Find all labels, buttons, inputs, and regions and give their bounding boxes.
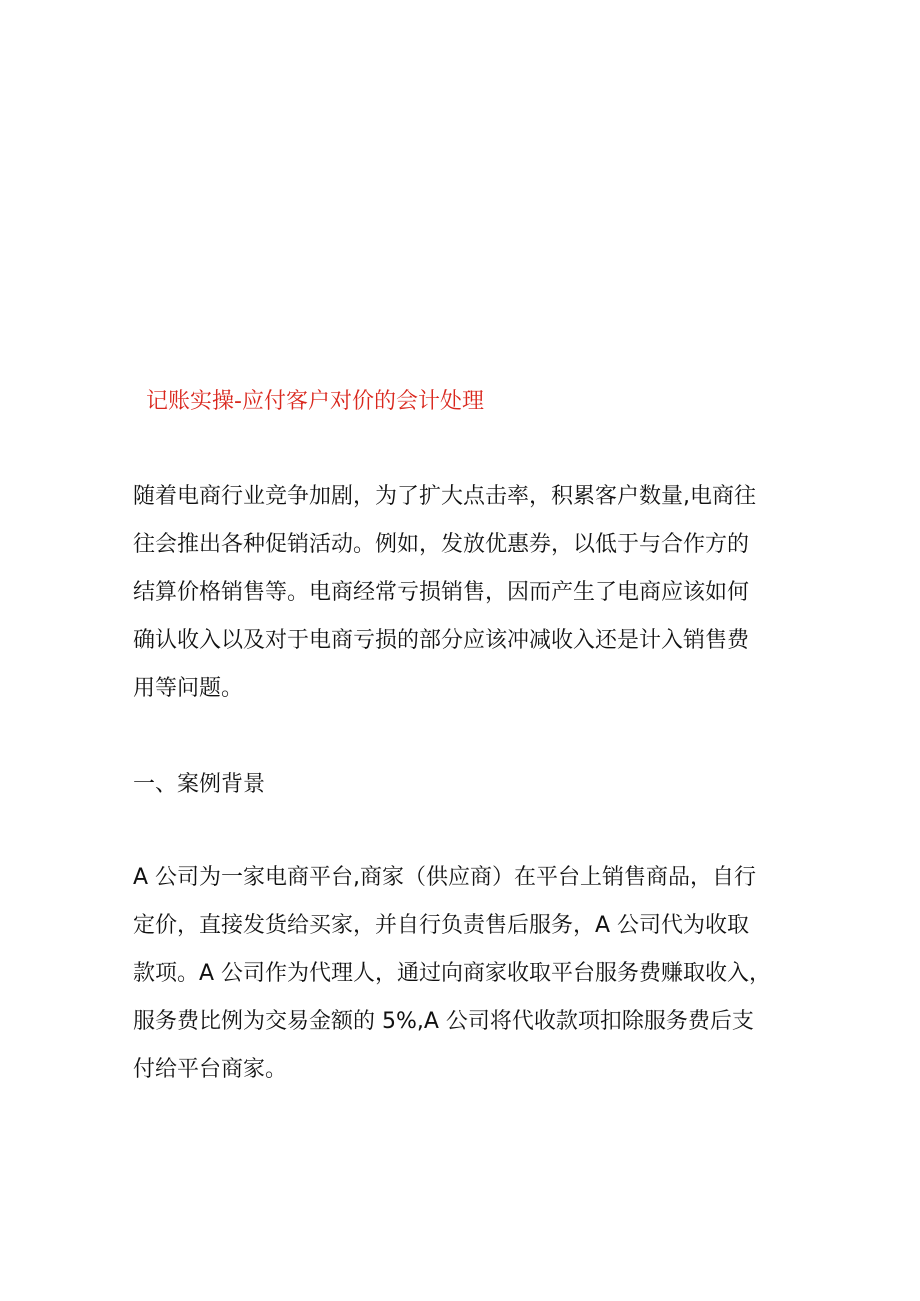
intro-line: 随着电商行业竞争加剧，为了扩大点击率，积累客户数量,电商往 (133, 484, 756, 509)
intro-paragraph (133, 473, 813, 713)
case-line: 定价，直接发货给买家，并自行负责售后服务，A 公司代为收取 (133, 913, 750, 938)
intro-line: 往会推出各种促销活动。例如，发放优惠券，以低于与合作方的 (133, 532, 750, 557)
case-background-paragraph (133, 854, 813, 1094)
document-title: 记账实操-应付客户对价的会计处理 (146, 389, 484, 414)
section-heading: 一、案例背景 (133, 772, 266, 797)
intro-line: 结算价格销售等。电商经常亏损销售，因而产生了电商应该如何 (133, 580, 750, 605)
case-line: 付给平台商家。 (133, 1057, 288, 1082)
case-line: A 公司为一家电商平台,商家（供应商）在平台上销售商品，自行 (133, 865, 757, 890)
intro-line: 用等问题。 (133, 676, 244, 701)
intro-line: 确认收入以及对于电商亏损的部分应该冲减收入还是计入销售费 (133, 628, 750, 653)
case-line: 款项。A 公司作为代理人，通过向商家收取平台服务费赚取收入， (133, 961, 772, 986)
case-line: 服务费比例为交易金额的 5%,A 公司将代收款项扣除服务费后支 (133, 1009, 754, 1034)
